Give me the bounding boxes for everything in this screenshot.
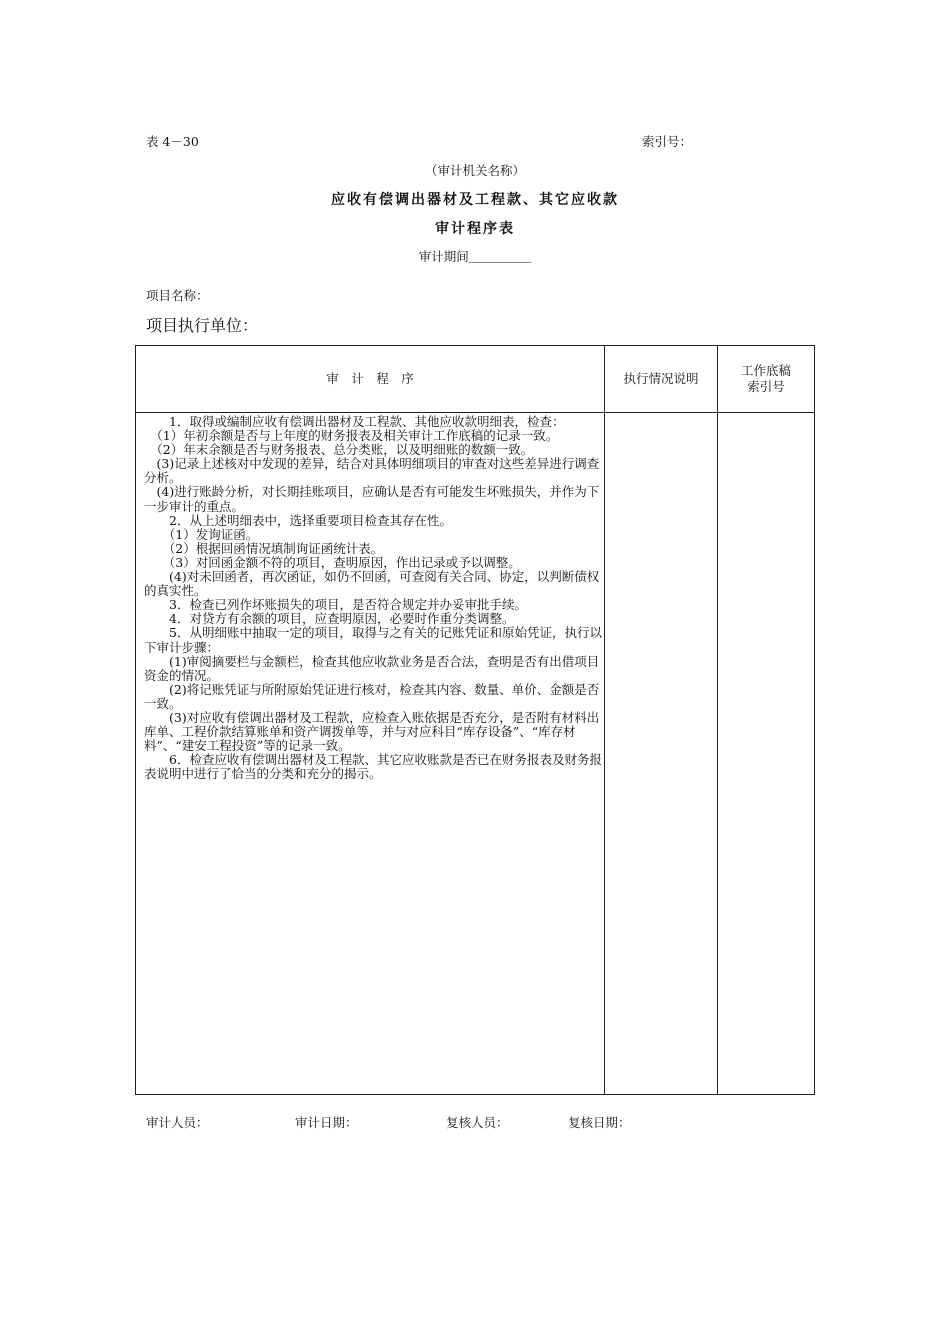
header-workpaper-index-line2: 索引号 (747, 379, 785, 394)
procedure-item: 2．从上述明细表中，选择重要项目检查其存在性。 (144, 512, 452, 528)
procedure-item: （2）根据回函情况填制询证函统计表。 (144, 540, 384, 556)
document-title: 应收有偿调出器材及工程款、其它应收款 (331, 192, 619, 208)
procedure-item: 1．取得或编制应收有偿调出器材及工程款、其他应收款明细表，检查： (144, 414, 565, 429)
procedure-item: 5．从明细账中抽取一定的项目，取得与之有关的记账凭证和原始凭证，执行以下审计步骤： (144, 625, 602, 655)
header-execution-notes: 执行情况说明 (623, 371, 699, 386)
table-number: 表 4－30 (146, 134, 199, 149)
procedure-item: (2)将记账凭证与所附原始凭证进行核对，检查其内容、数量、单价、金额是否一致。 (144, 681, 600, 711)
auditor-label: 审计人员： (146, 1115, 209, 1130)
index-number-label: 索引号： (642, 134, 693, 149)
procedure-item: （1）发询证函。 (144, 526, 259, 542)
audit-period: 审计期间＿＿＿＿＿ (418, 249, 532, 264)
project-name-label: 项目名称： (146, 288, 209, 303)
procedure-item: (4)进行账龄分析，对长期挂账项目，应确认是否有可能发生坏账损失，并作为下一步审计的重点。 (144, 484, 600, 514)
column-divider (717, 346, 718, 1094)
procedure-item: （2）年末余额是否与财务报表、总分类账，以及明细账的数额一致。 (144, 442, 534, 458)
procedure-item: 4．对贷方有余额的项目，应查明原因，必要时作重分类调整。 (144, 611, 515, 627)
header-workpaper-index-line1: 工作底稿 (740, 363, 791, 378)
reviewer-label: 复核人员： (446, 1115, 509, 1130)
execution-unit-label: 项目执行单位： (146, 316, 259, 335)
procedure-item: （3）对回函金额不符的项目，查明原因，作出记录或予以调整。 (144, 554, 521, 570)
audit-date-label: 审计日期： (295, 1115, 358, 1130)
document-subtitle: 审计程序表 (435, 221, 515, 237)
agency-name: （审计机关名称） (424, 163, 525, 178)
header-audit-procedure: 审 计 程 序 (326, 371, 414, 386)
procedure-item: （1）年初余额是否与上年度的财务报表及相关审计工作底稿的记录一致。 (144, 428, 559, 444)
procedure-item: 3．检查已列作坏账损失的项目，是否符合规定并办妥审批手续。 (144, 597, 527, 613)
review-date-label: 复核日期： (568, 1115, 631, 1130)
procedure-item: (4)对未回函者，再次函证，如仍不回函，可查阅有关合同、协定，以判断债权的真实性。 (144, 569, 600, 599)
procedure-item: (1)审阅摘要栏与金额栏，检查其他应收款业务是否合法，查明是否有出借项目资金的情况。 (144, 653, 600, 683)
audit-procedure-table (135, 345, 815, 1095)
column-divider (604, 346, 605, 1094)
header-workpaper-index (718, 346, 814, 412)
header-divider (136, 412, 814, 413)
procedure-list (144, 415, 604, 781)
procedure-item: (3)对应收有偿调出器材及工程款，应检查入账依据是否充分，是否附有材料出库单、工程价款结算账单和资产调拨单等，并与对应科目“库存设备”、“库存材料”、“建安工程投资”等的记录一致。 (144, 709, 600, 754)
procedure-item: 6．检查应收有偿调出器材及工程款、其它应收账款是否已在财务报表及财务报表说明中进行了恰当的分类和充分的揭示。 (144, 752, 602, 782)
procedure-item: (3)记录上述核对中发现的差异，结合对具体明细项目的审查对这些差异进行调查分析。 (144, 456, 600, 486)
